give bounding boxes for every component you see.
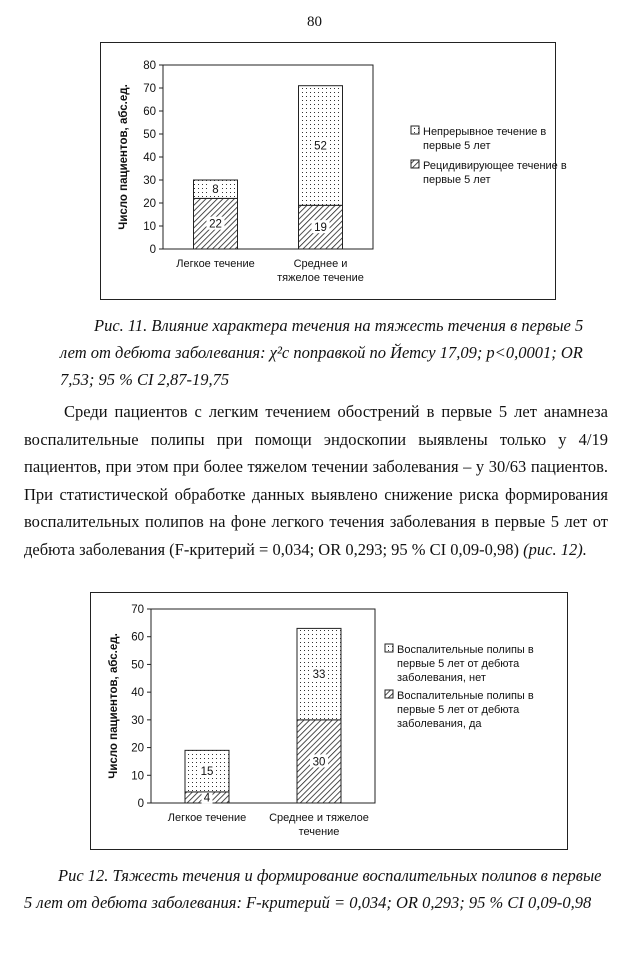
legend-label: заболевания, да <box>397 718 482 730</box>
figure-12-chart <box>91 593 567 849</box>
figure-12-caption-line1: Рис 12. Тяжесть течения и формирование воспалительных полипов в <box>58 866 548 885</box>
data-label: 33 <box>312 669 326 682</box>
y-tick-label: 30 <box>131 714 144 727</box>
legend-label: Рецидивирующее течение в <box>423 160 567 172</box>
y-tick-label: 70 <box>143 83 156 95</box>
legend-label: первые 5 лет от дебюта <box>397 658 520 670</box>
data-label: 52 <box>314 140 327 153</box>
figure-11-caption-line1: Рис. 11. Влияние характера течения на тяжесть течения в первые 5 лет от <box>60 316 584 362</box>
legend-label: первые 5 лет от дебюта <box>397 704 520 716</box>
data-label: 8 <box>212 184 219 197</box>
figure-11-caption-line2: дебюта заболевания: χ²с поправкой по Йетсу 17,09; p<0,0001; OR 7,53; 95 % CI <box>60 343 583 389</box>
figure-12-caption-line3: CI 0,09-0,98 <box>507 893 592 912</box>
figure-12-caption <box>24 862 608 916</box>
x-tick-label: Легкое течение <box>167 812 247 824</box>
legend-label: первые 5 лет <box>423 140 491 152</box>
data-label: 22 <box>209 218 222 231</box>
y-tick-label: 80 <box>143 60 156 72</box>
y-tick-label: 10 <box>131 770 144 783</box>
data-label: 30 <box>312 756 326 769</box>
data-label: 15 <box>200 766 214 779</box>
x-tick-label: течение <box>298 826 340 838</box>
y-axis-label: Число пациентов, абс.ед. <box>108 633 120 779</box>
figure-11-caption <box>60 312 608 393</box>
y-tick-label: 50 <box>143 129 156 141</box>
y-tick-label: 70 <box>131 604 144 616</box>
y-tick-label: 60 <box>131 631 144 644</box>
body-paragraph <box>24 398 608 563</box>
data-label: 4 <box>203 792 211 805</box>
legend-swatch <box>411 126 419 134</box>
figure-11-chart <box>101 43 567 299</box>
figure-11-frame <box>100 42 567 300</box>
legend-swatch <box>385 644 393 652</box>
x-tick-label: Среднее и <box>293 258 348 270</box>
y-tick-label: 40 <box>131 687 144 700</box>
figure-12-frame <box>90 592 568 850</box>
y-tick-label: 20 <box>143 198 156 210</box>
x-tick-label: Легкое течение <box>176 258 255 270</box>
legend-label: Непрерывное течение в <box>423 126 547 138</box>
y-tick-label: 0 <box>149 244 156 256</box>
y-axis-label: Число пациентов, абс.ед. <box>118 84 130 230</box>
y-tick-label: 30 <box>143 175 156 187</box>
figure-11-caption-line3: 2,87-19,75 <box>157 370 230 389</box>
legend-swatch <box>385 690 393 698</box>
y-tick-label: 60 <box>143 106 156 118</box>
legend-label: Воспалительные полипы в <box>397 644 534 656</box>
body-paragraph-text: Среди пациентов с легким течением обострений в первые 5 лет анамнеза воспалительные полипы при помощи эндоскопии выявлены только у 4/19 пациентов, при этом при более тяжелом течении заболевания – у 30/63 пациентов. При статистической обработке данных выявлено снижение риска формирования воспалительных полипов на фоне легкого течения заболевания в первые 5 лет от дебюта заболевания (F-критерий = 0,034; OR 0,293; 95 % CI 0,09-0,98) <box>24 402 608 559</box>
legend-label: заболевания, нет <box>397 672 486 684</box>
figure-12-caption-line2: первые 5 лет от дебюта заболевания: F-критерий = 0,034; OR 0,293; 95 % <box>24 866 602 912</box>
legend-label: Воспалительные полипы в <box>397 690 534 702</box>
figure-12-reference: (рис. 12). <box>523 539 587 559</box>
x-tick-label: тяжелое течение <box>277 272 364 284</box>
legend-swatch <box>411 160 419 168</box>
y-tick-label: 0 <box>137 798 144 810</box>
y-tick-label: 10 <box>143 221 156 233</box>
y-tick-label: 20 <box>131 742 144 755</box>
y-tick-label: 50 <box>131 659 144 672</box>
data-label: 19 <box>314 222 327 235</box>
legend-label: первые 5 лет <box>423 174 491 186</box>
y-tick-label: 40 <box>143 152 156 164</box>
page-number: 80 <box>307 14 322 30</box>
x-tick-label: Среднее и тяжелое <box>269 812 369 824</box>
